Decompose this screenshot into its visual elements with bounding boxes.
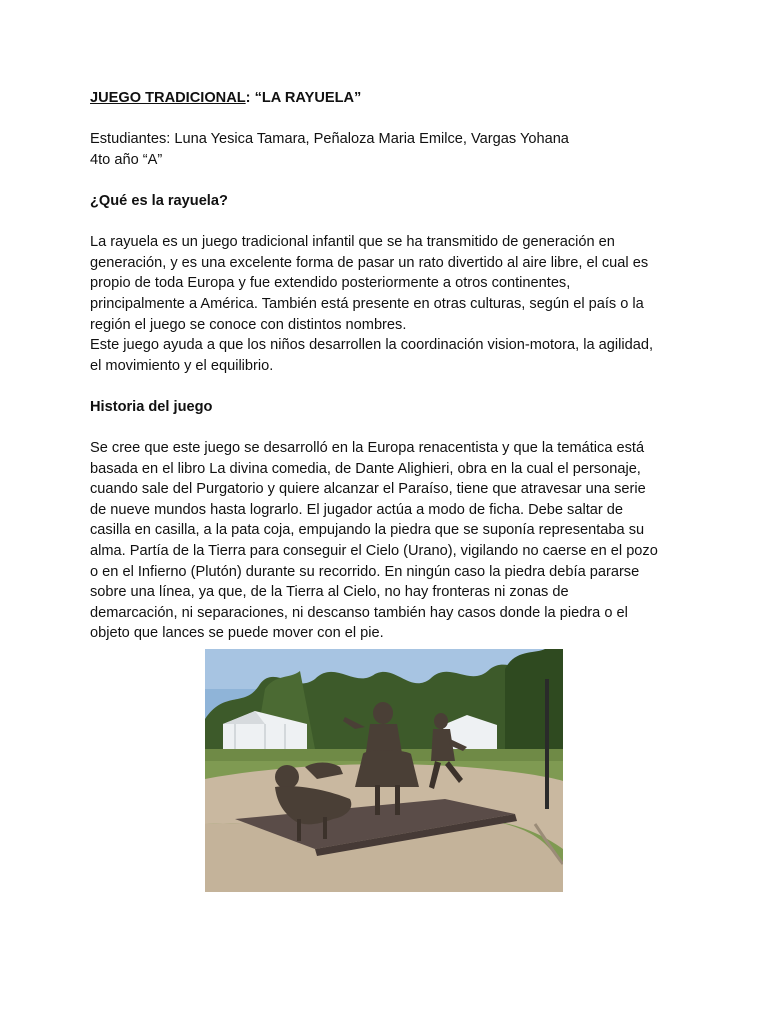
title-rest: : “LA RAYUELA”: [245, 90, 362, 106]
paragraph-line: de nueve mundos hasta lograrlo. El jugador actúa a modo de ficha. Debe saltar de: [90, 501, 624, 518]
paragraph-line: alma. Partía de la Tierra para conseguir el Cielo (Urano), vigilando no caerse en el pozo: [90, 543, 658, 560]
paragraph-line: o en el Infierno (Plutón) durante su recorrido. En ningún caso la piedra debía pararse: [90, 563, 640, 580]
paragraph-line: demarcación, ni separaciones, ni descanso también hay casos donde la piedra o el: [90, 604, 628, 621]
grade-line: 4to año “A”: [90, 151, 163, 168]
title-underlined: JUEGO TRADICIONAL: [90, 90, 246, 106]
students-line: Estudiantes: Luna Yesica Tamara, Peñaloza Maria Emilce, Vargas Yohana: [90, 131, 569, 148]
paragraph-line: basada en el libro La divina comedia, de Dante Alighieri, obra en la cual el personaje,: [90, 460, 641, 477]
paragraph-history: [90, 438, 690, 644]
paragraph-line: sobre una línea, ya que, de la Tierra al Cielo, no hay fronteras ni zonas de: [90, 584, 569, 601]
paragraph-line: casilla en casilla, a la pata coja, empujando la piedra que se suponía representaba su: [90, 522, 645, 539]
paragraph-line: Este juego ayuda a que los niños desarrollen la coordinación vision-motora, la agilidad,: [90, 337, 654, 354]
section-heading-history: Historia del juego: [90, 398, 213, 415]
paragraph-line: Se cree que este juego se desarrolló en la Europa renacentista y que la temática está: [90, 440, 645, 457]
document-page: [90, 88, 690, 644]
document-title: [90, 88, 690, 109]
paragraph-line: principalmente a América. También está presente en otras culturas, según el país o la: [90, 295, 644, 312]
paragraph-line: el movimiento y el equilibrio.: [90, 357, 274, 374]
paragraph-line: propio de toda Europa y fue extendido posteriormente a otros continentes,: [90, 275, 571, 292]
paragraph-line: generación, y es una excelente forma de pasar un rato divertido al aire libre, el cual es: [90, 254, 649, 271]
paragraph-what-is: [90, 232, 690, 376]
paragraph-line: región el juego se conoce con distintos nombres.: [90, 316, 407, 333]
statue-photo: [205, 649, 563, 892]
paragraph-line: objeto que lances se puede mover con el pie.: [90, 625, 384, 642]
paragraph-line: cuando sale del Purgatorio y quiere alcanzar el Paraíso, tiene que atravesar una serie: [90, 481, 646, 498]
section-heading-what-is: ¿Qué es la rayuela?: [90, 192, 228, 209]
paragraph-line: La rayuela es un juego tradicional infantil que se ha transmitido de generación en: [90, 234, 615, 251]
